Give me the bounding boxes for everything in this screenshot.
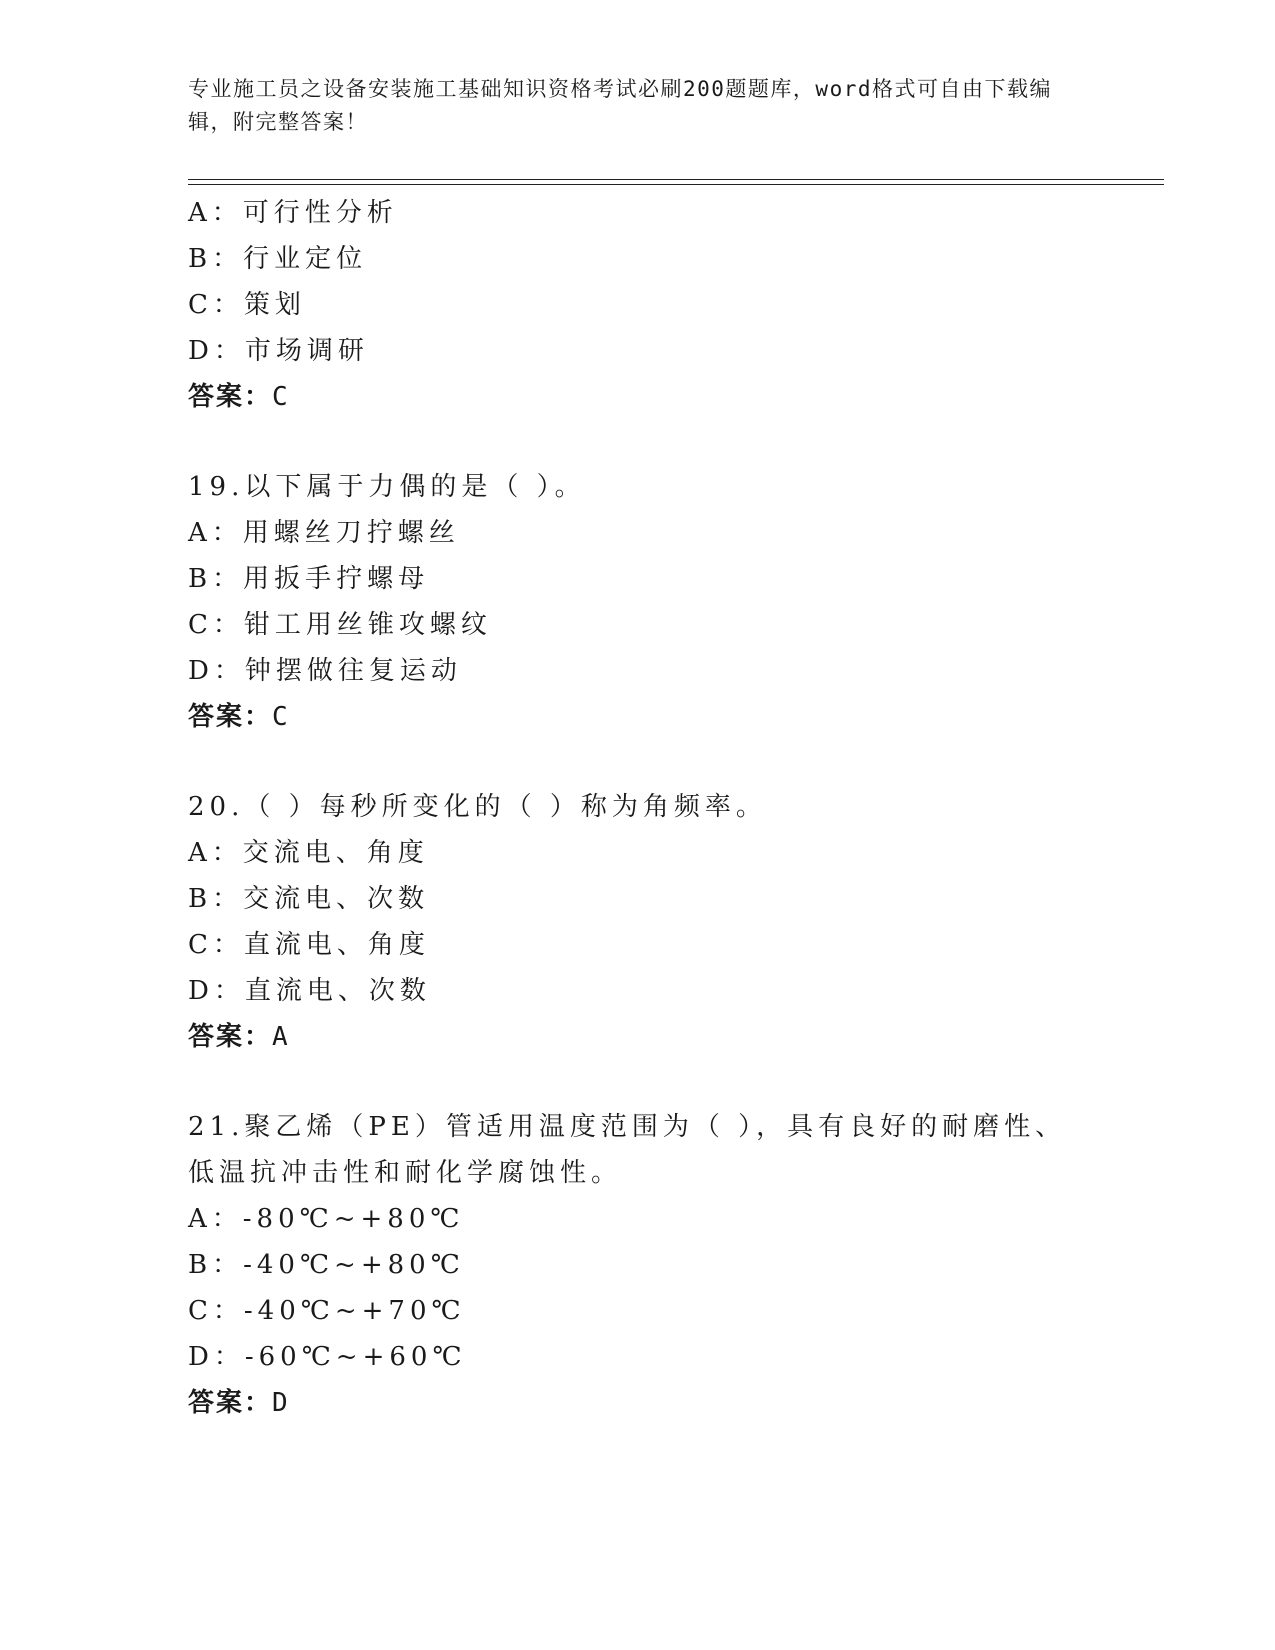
answer-value: C: [272, 702, 290, 732]
answer-label: 答案：: [188, 702, 273, 732]
option-d: D：市场调研: [188, 336, 369, 366]
question-list: [188, 190, 1088, 1426]
answer-value: C: [272, 382, 290, 412]
option-a: A：可行性分析: [188, 198, 398, 228]
question-block-18: [188, 190, 1088, 420]
question-stem: 21.聚乙烯（PE）管适用温度范围为（ ），具有良好的耐磨性、低温抗冲击性和耐化学腐蚀性。: [188, 1112, 1067, 1188]
question-gap: [188, 740, 1088, 784]
answer-value: D: [272, 1388, 290, 1418]
document-header-title: 专业施工员之设备安装施工基础知识资格考试必刷200题题库，word格式可自由下载编辑，附完整答案！: [188, 77, 1052, 134]
answer-line: [188, 1014, 1088, 1060]
question-stem: 19.以下属于力偶的是（ ）。: [188, 472, 586, 502]
question-block-21: [188, 1104, 1088, 1426]
option-c: C：-40℃~+70℃: [188, 1296, 466, 1326]
option-c: C：钳工用丝锥攻螺纹: [188, 610, 492, 640]
option-c: C：直流电、角度: [188, 930, 430, 960]
answer-line: [188, 694, 1088, 740]
option-a: A：用螺丝刀拧螺丝: [188, 518, 460, 548]
question-block-19: [188, 464, 1088, 740]
option-d: D：直流电、次数: [188, 976, 431, 1006]
answer-value: A: [272, 1022, 290, 1052]
question-gap: [188, 420, 1088, 464]
header-divider-top: [188, 179, 1164, 180]
answer-label: 答案：: [188, 1022, 273, 1052]
option-b: B：用扳手拧螺母: [188, 564, 430, 594]
answer-label: 答案：: [188, 1388, 273, 1418]
question-block-20: [188, 784, 1088, 1060]
option-a: A：-80℃~+80℃: [188, 1204, 465, 1234]
answer-line: [188, 374, 1088, 420]
question-stem: 20.（ ）每秒所变化的（ ）称为角频率。: [188, 792, 767, 822]
option-b: B：交流电、次数: [188, 884, 430, 914]
option-a: A：交流电、角度: [188, 838, 429, 868]
option-d: D：-60℃~+60℃: [188, 1342, 467, 1372]
answer-line: [188, 1380, 1088, 1426]
answer-label: 答案：: [188, 382, 273, 412]
header-divider-bottom: [188, 184, 1164, 185]
option-b: B：行业定位: [188, 244, 368, 274]
question-gap: [188, 1060, 1088, 1104]
option-b: B：-40℃~+80℃: [188, 1250, 465, 1280]
option-d: D：钟摆做往复运动: [188, 656, 462, 686]
option-c: C：策划: [188, 290, 306, 320]
